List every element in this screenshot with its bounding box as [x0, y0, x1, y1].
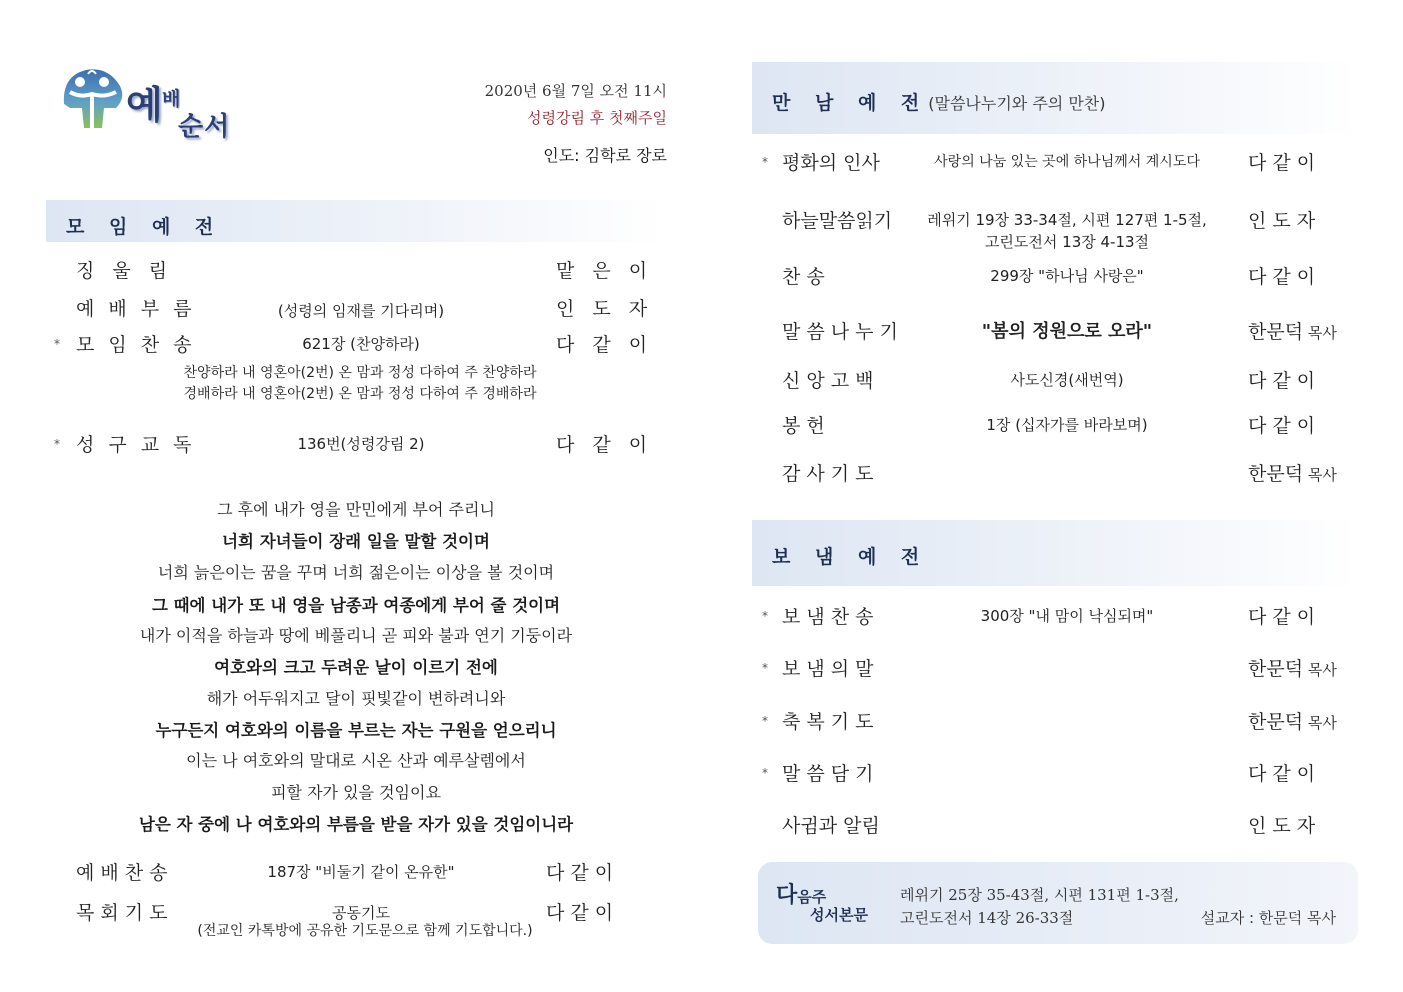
scripture-line: 너희 자녀들이 장래 일을 말할 것이며 [222, 532, 490, 551]
standing-marker: * [762, 766, 768, 780]
liturgical-season: 성령강림 후 첫째주일 [527, 109, 667, 127]
order-item-label: 봉 헌 [782, 415, 825, 437]
order-item [752, 204, 1358, 251]
preacher-name: 한문덕 [1248, 711, 1304, 733]
order-item-person: 다 같 이 [546, 862, 614, 884]
order-item-label: 보 냄 의 말 [782, 658, 874, 680]
meeting-subtitle: (말씀나누기와 주의 만찬) [928, 94, 1106, 113]
next-week-reference: 레위기 25장 35-43절, 시편 131편 1-3절, [900, 886, 1179, 904]
hymn-lyrics-line: 찬양하라 내 영혼아(2번) 온 맘과 정성 다하여 주 찬양하라 [183, 365, 537, 381]
next-week-title-small: 음주 [797, 888, 827, 906]
sending-section-bar [752, 520, 1358, 586]
order-item-person: 다 같 이 [556, 334, 654, 356]
order-item-label: 감 사 기 도 [782, 463, 874, 485]
sermon-title: "봄의 정원으로 오라" [981, 321, 1153, 342]
order-item [752, 652, 1358, 682]
meeting-section-title [772, 88, 1105, 115]
order-item-detail: 136번(성령강림 2) [297, 435, 425, 453]
order-item-person [1248, 317, 1337, 344]
order-item [752, 457, 1358, 487]
order-item-person: 맡 은 이 [556, 260, 654, 282]
scripture-line: 남은 자 중에 나 여호와의 부름을 받을 자가 있을 것임이니라 [138, 815, 574, 834]
gathering-section-bar [46, 200, 666, 242]
next-week-preacher: 설교자 : 한문덕 목사 [1200, 909, 1336, 927]
order-item-label: 말 씀 담 기 [782, 763, 874, 785]
order-item [46, 292, 666, 322]
order-item [46, 254, 666, 284]
order-item-detail: (성령의 임재를 기다리며) [277, 302, 445, 320]
standing-marker: * [762, 661, 768, 675]
worship-logo [58, 64, 258, 148]
order-item-person: 다 같 이 [546, 902, 614, 924]
preacher-title: 목사 [1303, 466, 1337, 484]
preacher-title: 목사 [1303, 714, 1337, 732]
order-item [46, 856, 666, 886]
preacher-name: 한문덕 [1248, 658, 1304, 680]
scripture-line: 너희 늙은이는 꿈을 꾸며 너희 젊은이는 이상을 볼 것이며 [157, 563, 555, 582]
gathering-section-title: 모 임 예 전 [66, 216, 223, 238]
hymn-lyrics-line: 경배하라 내 영혼아(2번) 온 맘과 정성 다하여 주 경배하라 [183, 386, 537, 402]
order-item-label: 찬 송 [782, 266, 825, 288]
preacher-name: 한문덕 [1248, 463, 1304, 485]
next-week-reference: 고린도전서 14장 26-33절 [900, 909, 1074, 927]
sending-section-title: 보 냄 예 전 [772, 546, 929, 568]
order-item-label: 예 배 부 름 [76, 298, 196, 320]
logo-text-small: 배 [162, 88, 181, 110]
scripture-line: 누구든지 여호와의 이름을 부르는 자는 구원을 얻으리니 [155, 721, 557, 740]
order-item-label: 보 냄 찬 송 [782, 606, 874, 628]
order-item-person: 다 같 이 [1248, 763, 1316, 785]
logo-text-bottom: 순서 [178, 112, 231, 142]
logo-text-main: 예 [126, 83, 162, 127]
scripture-line: 해가 어두워지고 달이 핏빛같이 변하려니와 [206, 689, 506, 708]
order-item [752, 409, 1358, 439]
order-item [46, 428, 666, 458]
order-item-detail: 공동기도 [332, 904, 390, 922]
scripture-line: 여호와의 크고 두려운 날이 이르기 전에 [214, 658, 498, 677]
scripture-line: 내가 이적을 하늘과 땅에 베풀리니 곧 피와 불과 연기 기둥이라 [139, 626, 573, 645]
order-item-detail: 사랑의 나눔 있는 곳에 하나님께서 계시도다 [934, 154, 1200, 170]
order-item [752, 260, 1358, 290]
standing-marker: * [762, 609, 768, 623]
next-week-scripture-box [758, 862, 1358, 944]
order-item [46, 328, 666, 358]
order-item-person [1248, 707, 1337, 734]
order-item-label: 말 씀 나 누 기 [782, 321, 898, 343]
order-item-detail: 1장 (십자가를 바라보며) [986, 416, 1148, 434]
order-item [752, 757, 1358, 787]
order-item-label: 하늘말씀읽기 [782, 210, 893, 232]
preacher-title: 목사 [1303, 324, 1337, 342]
preacher-name: 한문덕 [1248, 321, 1304, 343]
order-item-detail: 621장 (찬양하라) [302, 335, 420, 353]
service-date: 2020년 6월 7일 오전 11시 [484, 82, 667, 100]
order-item-detail-line2: 고린도전서 13장 4-13절 [984, 233, 1150, 251]
order-item-label: 축 복 기 도 [782, 711, 874, 733]
order-item [752, 600, 1358, 630]
order-item-detail: 299장 "하나님 사랑은" [990, 267, 1144, 285]
meeting-section-bar [752, 62, 1358, 134]
order-item-detail: 187장 "비둘기 같이 온유한" [267, 863, 455, 881]
tree-people-icon [58, 64, 128, 134]
order-item-person: 다 같 이 [1248, 415, 1316, 437]
scripture-line: 그 후에 내가 영을 만민에게 부어 주리니 [217, 500, 495, 519]
order-item [752, 315, 1358, 345]
scripture-line: 피할 자가 있을 것임이요 [271, 783, 441, 802]
order-item-person [1248, 654, 1337, 681]
order-item-person: 다 같 이 [1248, 606, 1316, 628]
order-item-label: 사귐과 알림 [782, 815, 880, 837]
order-item-label: 성 구 교 독 [76, 434, 196, 456]
service-leader: 인도: 김학로 장로 [543, 146, 667, 165]
order-item-person: 다 같 이 [556, 434, 654, 456]
order-item-person [1248, 459, 1337, 486]
meeting-title-text: 만 남 예 전 [772, 92, 929, 114]
order-item-detail: 사도신경(새번역) [1010, 371, 1124, 389]
order-item [752, 705, 1358, 735]
scripture-line: 이는 나 여호와의 말대로 시온 산과 예루살렘에서 [186, 751, 526, 770]
order-item-person: 다 같 이 [1248, 152, 1316, 174]
standing-marker: * [762, 155, 768, 169]
preacher-title: 목사 [1303, 661, 1337, 679]
standing-marker: * [54, 337, 60, 351]
order-item-person: 다 같 이 [1248, 370, 1316, 392]
order-item-detail: 300장 "내 맘이 낙심되며" [980, 607, 1154, 625]
standing-marker: * [54, 437, 60, 451]
order-item-detail: 레위기 19장 33-34절, 시편 127편 1-5절, [927, 211, 1207, 229]
order-item-label: 예 배 찬 송 [76, 862, 168, 884]
order-item-label: 모 임 찬 송 [76, 334, 196, 356]
prayer-note: (전교인 카톡방에 공유한 기도문으로 함께 기도합니다.) [197, 923, 533, 939]
order-item-label: 신 앙 고 백 [782, 370, 874, 392]
scripture-line: 그 때에 내가 또 내 영을 남종과 여종에게 부어 줄 것이며 [151, 596, 561, 615]
order-item-label: 목 회 기 도 [76, 902, 168, 924]
next-week-title-line2: 성서본문 [810, 906, 868, 924]
standing-marker: * [762, 714, 768, 728]
order-item-label: 평화의 인사 [782, 152, 880, 174]
order-item [752, 146, 1358, 176]
order-item-label: 징 울 림 [76, 260, 174, 282]
order-item-person: 인 도 자 [1248, 210, 1316, 232]
next-week-title-big: 다 [776, 883, 798, 908]
order-item [752, 809, 1358, 839]
order-item-person: 다 같 이 [1248, 266, 1316, 288]
order-item-person: 인 도 자 [556, 298, 654, 320]
order-item [752, 364, 1358, 394]
order-item-person: 인 도 자 [1248, 815, 1316, 837]
